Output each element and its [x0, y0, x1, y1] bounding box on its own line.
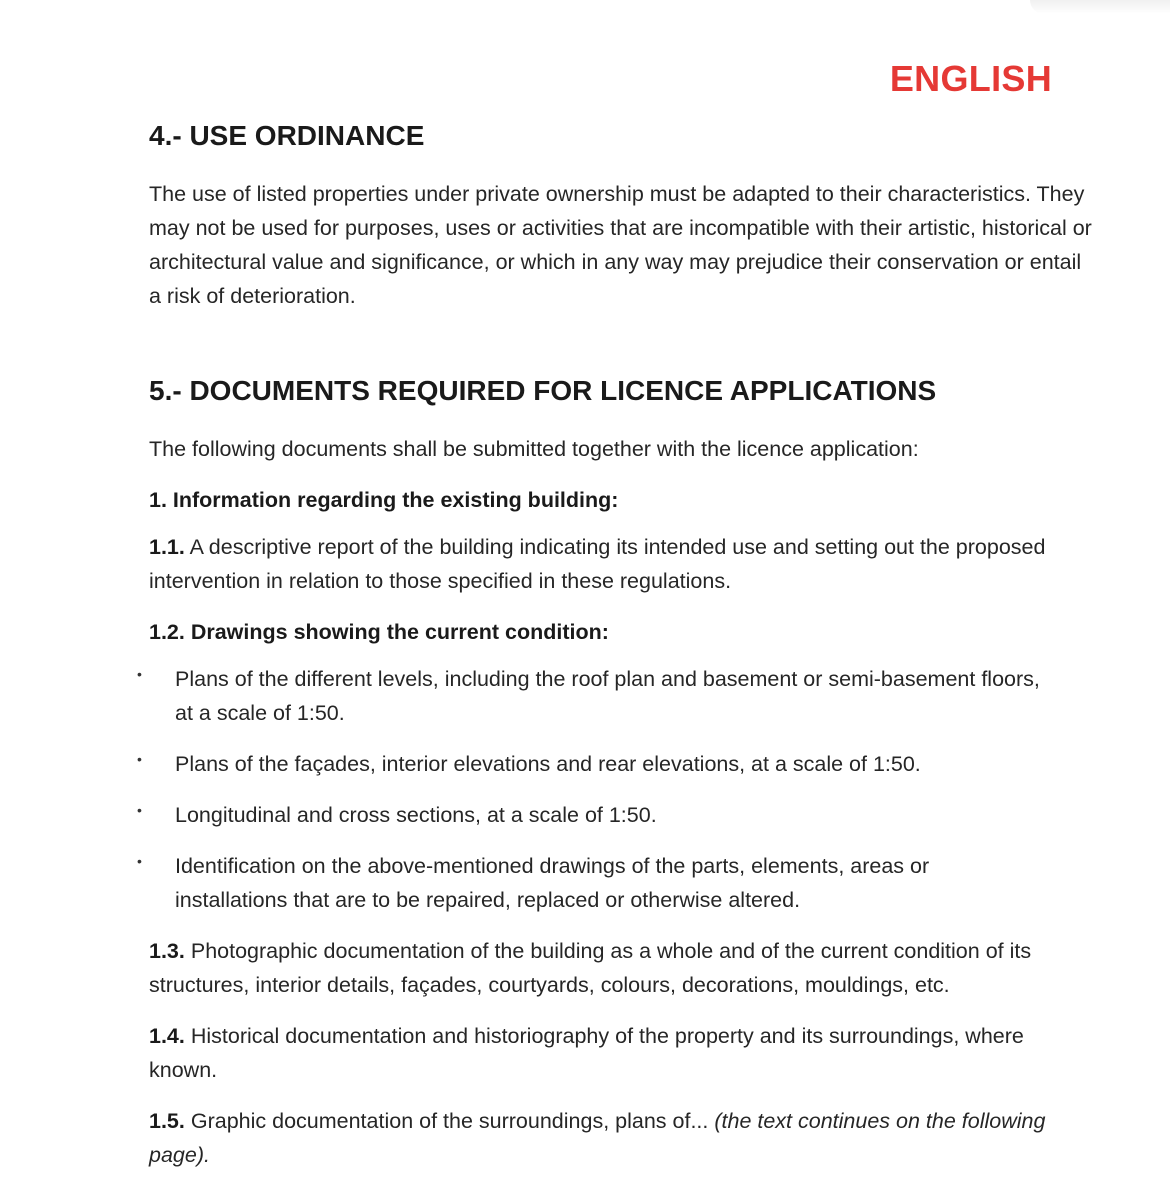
bullet-marker: • [137, 751, 142, 767]
bullet-marker: • [137, 853, 142, 869]
list-item [137, 849, 1094, 919]
list-item-text: Plans of the different levels, including the roof plan and basement or semi-basement floors, at a scale of 1:50. [175, 667, 1040, 725]
item-1-1-text: A descriptive report of the building indicating its intended use and setting out the proposed intervention in relation to those specified in these regulations. [149, 535, 1046, 593]
list-item [137, 798, 1094, 834]
bullet-marker: • [137, 802, 142, 818]
bullet-marker: • [137, 666, 142, 682]
list-item-text: Longitudinal and cross sections, at a scale of 1:50. [175, 803, 657, 827]
section-5-intro: The following documents shall be submitted together with the licence application: [149, 437, 919, 461]
item-1-4-number: 1.4. [149, 1024, 185, 1048]
item-1-1-number: 1.1. [149, 535, 185, 559]
item-1-5 [149, 1104, 1049, 1172]
item-1-3-number: 1.3. [149, 939, 185, 963]
item-1-5-number: 1.5. [149, 1109, 185, 1133]
item-1-3-text: Photographic documentation of the building as a whole and of the current condition of its structures, interior details, façades, courtyards, colours, decorations, mouldings, etc. [149, 939, 1032, 997]
item-1-4-text: Historical documentation and historiography of the property and its surroundings, where known. [149, 1024, 1024, 1082]
language-label: ENGLISH [889, 58, 1052, 99]
item-1-1 [149, 530, 1049, 598]
item-1-heading: 1. Information regarding the existing building: [149, 488, 619, 512]
item-1-2-heading: 1.2. Drawings showing the current condition: [149, 620, 609, 644]
item-1-5-continuation-note: (the text continues on the following page). [149, 1109, 1046, 1167]
list-item [137, 662, 1094, 732]
list-item-text: Identification on the above-mentioned drawings of the parts, elements, areas or installations that are to be repaired, replaced or otherwise altered. [175, 854, 930, 912]
list-item-text: Plans of the façades, interior elevations and rear elevations, at a scale of 1:50. [175, 752, 921, 776]
item-1-5-text: Graphic documentation of the surroundings, plans of... [190, 1109, 709, 1133]
section-5-heading: 5.- DOCUMENTS REQUIRED FOR LICENCE APPLICATIONS [149, 375, 937, 406]
item-1-3 [149, 934, 1094, 1002]
section-4-paragraph: The use of listed properties under private ownership must be adapted to their characteristics. They may not be used for purposes, uses or activities that are incompatible with their artistic, historical or architectural value and significance, or which in any way may prejudice their conservation or entail a risk of deterioration. [149, 182, 1092, 308]
item-1-4 [149, 1019, 1049, 1087]
list-item [137, 747, 1094, 783]
section-4-heading: 4.- USE ORDINANCE [149, 120, 425, 151]
page-corner-shadow [1030, 0, 1170, 14]
